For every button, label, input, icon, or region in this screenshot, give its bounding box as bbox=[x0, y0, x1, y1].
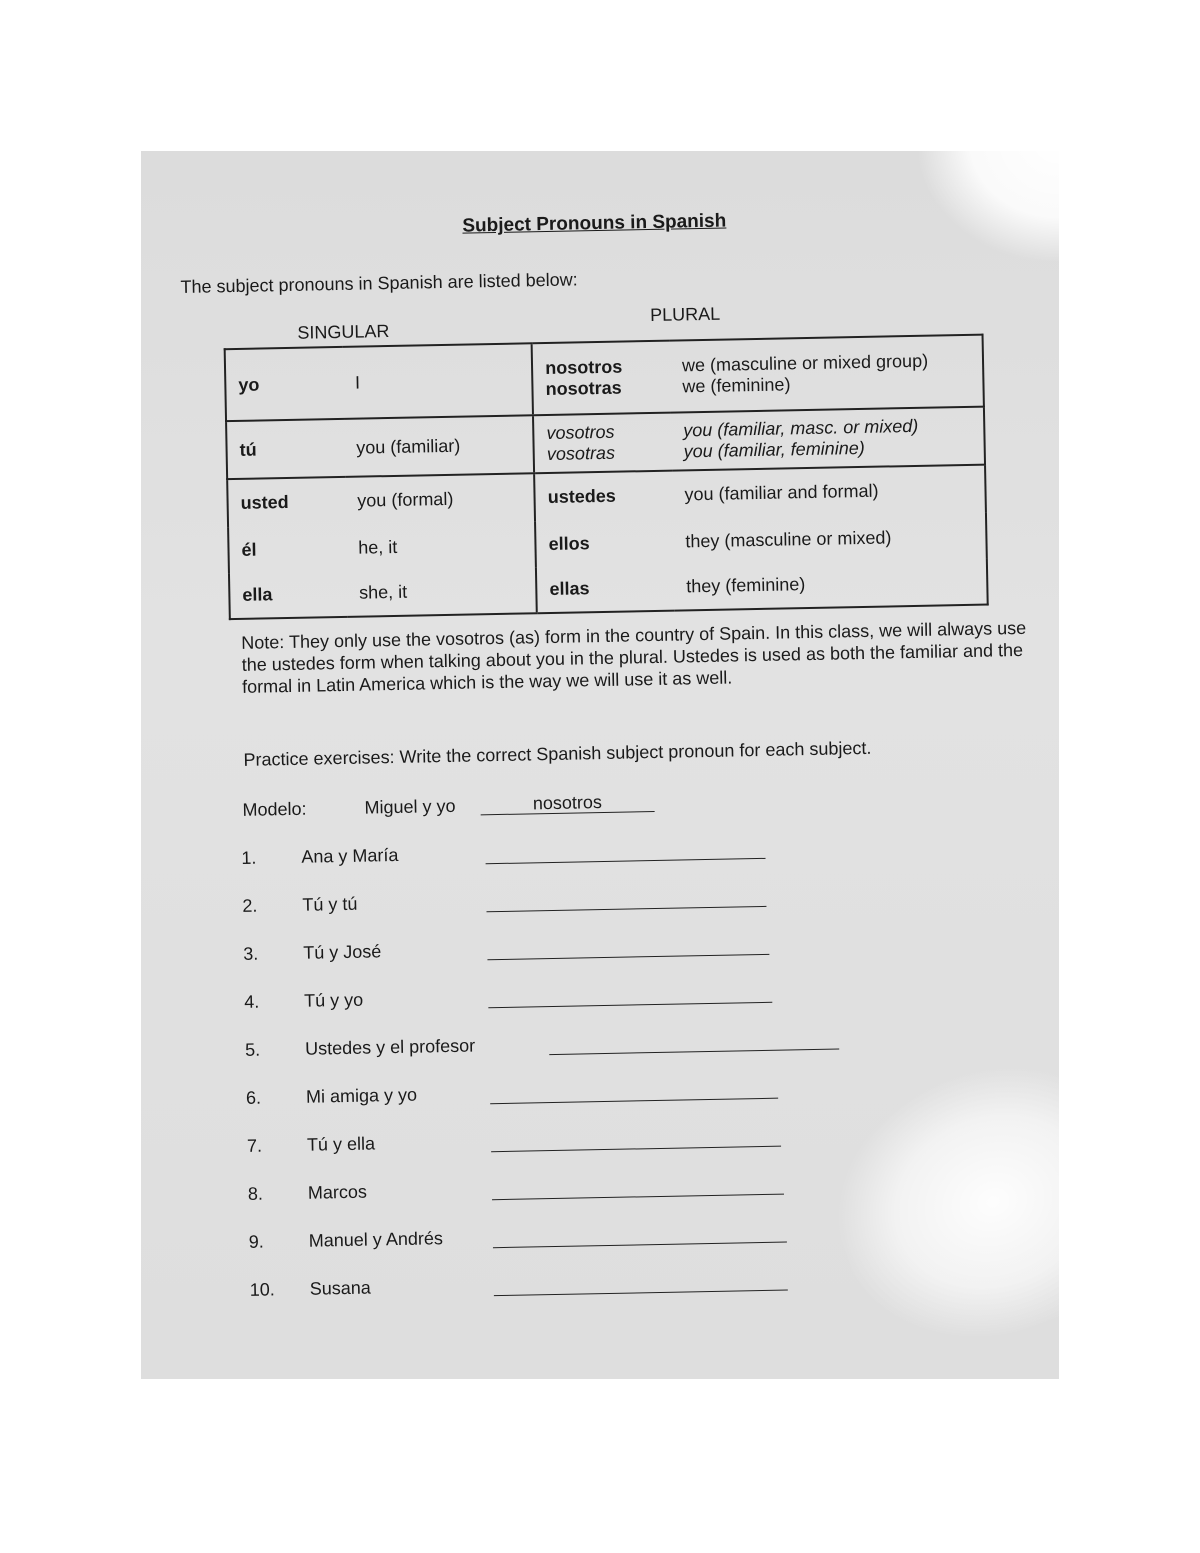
plural-spanish: ellos bbox=[535, 519, 674, 568]
plural-english-fem: you (familiar, feminine) bbox=[683, 437, 865, 462]
exercise-number: 10. bbox=[249, 1279, 275, 1300]
plural-spanish: ustedes bbox=[534, 471, 673, 522]
worksheet-photo bbox=[141, 151, 1059, 1379]
exercise-number: 4. bbox=[244, 991, 260, 1012]
singular-english: you (formal) bbox=[357, 488, 454, 511]
exercise-subject: Marcos bbox=[307, 1181, 368, 1203]
answer-blank[interactable] bbox=[490, 1098, 778, 1105]
singular-english: she, it bbox=[347, 567, 537, 617]
exercise-item bbox=[246, 1074, 946, 1111]
plural-english bbox=[670, 335, 984, 413]
plural-spanish bbox=[533, 413, 672, 474]
pronoun-table bbox=[224, 334, 989, 621]
singular-spanish: yo bbox=[225, 347, 344, 421]
plural-english: you (familiar and formal) bbox=[672, 465, 986, 519]
plural-english: they (feminine) bbox=[674, 559, 988, 611]
answer-blank[interactable] bbox=[487, 954, 769, 960]
exercise-subject: Manuel y Andrés bbox=[308, 1228, 444, 1251]
model-label: Modelo: bbox=[242, 798, 307, 820]
model-example bbox=[242, 792, 603, 821]
plural-english: they (masculine or mixed) bbox=[673, 513, 987, 565]
exercise-subject: Mi amiga y yo bbox=[305, 1084, 418, 1107]
plural-spanish bbox=[532, 341, 671, 416]
intro-text: The subject pronouns in Spanish are listed below: bbox=[180, 269, 578, 298]
practice-instructions: Practice exercises: Write the correct Spanish subject pronoun for each subject. bbox=[243, 737, 872, 770]
exercise-item bbox=[245, 1026, 945, 1063]
note-paragraph: Note: They only use the vosotros (as) form in the country of Spain. In this class, we will always use the ustedes form when talking about you in the plural. Ustedes is used as both the familiar and the formal in Latin America which is the way we will use it as well. bbox=[241, 617, 1027, 697]
exercise-item bbox=[242, 883, 942, 920]
answer-blank[interactable] bbox=[486, 858, 766, 864]
exercise-item bbox=[241, 835, 941, 872]
plural-english-fem: we (feminine) bbox=[682, 374, 791, 397]
plural-spanish: ellas bbox=[536, 565, 675, 614]
light-glare bbox=[919, 151, 1059, 261]
answer-blank[interactable] bbox=[493, 1242, 787, 1249]
singular-english: you (familiar) bbox=[344, 415, 535, 477]
exercise-subject: Tú y ella bbox=[306, 1133, 376, 1155]
page-title: Subject Pronouns in Spanish bbox=[462, 210, 727, 237]
singular-spanish: tú bbox=[226, 419, 345, 479]
exercise-subject: Ustedes y el profesor bbox=[304, 1035, 476, 1059]
plural-english-masc: we (masculine or mixed group) bbox=[681, 350, 929, 376]
answer-blank[interactable] bbox=[491, 1146, 781, 1153]
plural-english-masc: you (familiar, masc. or mixed) bbox=[683, 415, 919, 441]
plural-english bbox=[671, 407, 985, 471]
answer-blank[interactable] bbox=[549, 1049, 839, 1056]
exercise-number: 3. bbox=[243, 943, 259, 964]
exercise-number: 7. bbox=[246, 1135, 263, 1156]
exercise-item bbox=[244, 978, 944, 1015]
answer-blank[interactable] bbox=[488, 1002, 772, 1008]
singular-spanish: él bbox=[228, 525, 347, 573]
exercise-subject: Tú y José bbox=[303, 941, 382, 963]
answer-blank[interactable] bbox=[492, 1194, 784, 1201]
exercise-number: 6. bbox=[245, 1087, 262, 1108]
exercise-number: 1. bbox=[241, 847, 257, 868]
exercise-number: 8. bbox=[247, 1183, 264, 1204]
plural-spanish-masc: vosotros bbox=[546, 421, 615, 444]
exercise-number: 5. bbox=[244, 1039, 261, 1060]
singular-spanish: ella bbox=[229, 571, 348, 619]
answer-blank[interactable] bbox=[494, 1290, 788, 1297]
model-subject: Miguel y yo bbox=[364, 795, 456, 818]
exercise-subject: Tú y tú bbox=[302, 893, 358, 915]
model-answer: nosotros bbox=[480, 792, 654, 815]
exercise-number: 9. bbox=[248, 1231, 265, 1252]
exercise-subject: Tú y yo bbox=[303, 989, 364, 1011]
answer-blank[interactable] bbox=[487, 906, 767, 912]
plural-spanish-fem: nosotras bbox=[545, 377, 622, 400]
singular-header: SINGULAR bbox=[297, 321, 390, 343]
exercise-number: 2. bbox=[242, 895, 258, 916]
plural-header: PLURAL bbox=[649, 303, 721, 325]
exercise-subject: Susana bbox=[309, 1277, 371, 1299]
exercise-item bbox=[250, 1266, 950, 1303]
exercise-item bbox=[243, 930, 943, 967]
singular-english: I bbox=[342, 343, 533, 419]
singular-english: he, it bbox=[358, 536, 398, 558]
plural-spanish-fem: vosotras bbox=[546, 442, 616, 465]
exercise-subject: Ana y María bbox=[301, 844, 399, 867]
plural-spanish-masc: nosotros bbox=[545, 356, 623, 379]
singular-spanish: usted bbox=[227, 477, 346, 527]
